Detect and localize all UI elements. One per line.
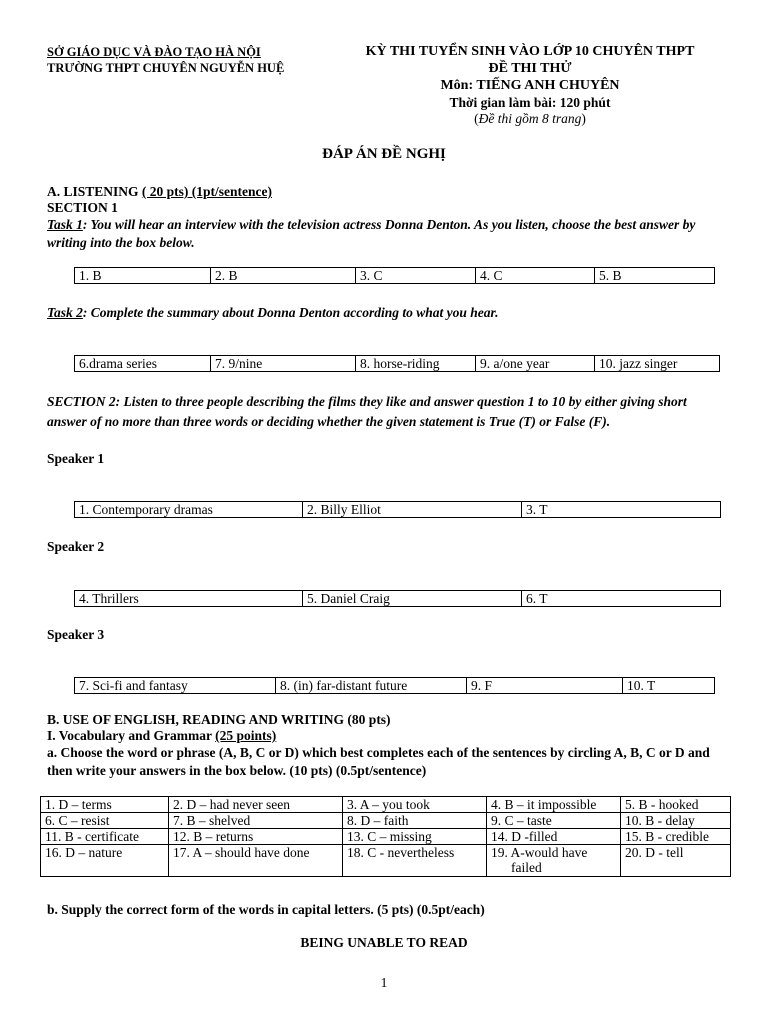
table-row <box>41 813 731 829</box>
table-row <box>75 678 715 694</box>
answer-continuation: failed <box>511 860 542 875</box>
answer-cell <box>487 845 621 877</box>
pages-note: Đề thi gồm 8 trang <box>478 111 582 126</box>
vocab-heading-text: I. Vocabulary and Grammar <box>47 728 216 743</box>
passage-title: BEING UNABLE TO READ <box>300 935 468 950</box>
answer-cell: 7. 9/nine <box>211 356 356 372</box>
answer-cell: 16. D – nature <box>41 845 169 877</box>
answer-cell: 3. A – you took <box>343 797 487 813</box>
exam-pages <box>330 111 730 127</box>
table-row <box>41 845 731 877</box>
task1-text: : You will hear an interview with the television actress Donna Denton. As you listen, choose the best answer by writing into the box below. <box>47 217 696 250</box>
doc-title: ĐÁP ÁN ĐỀ NGHỊ <box>322 146 446 162</box>
exam-time: Thời gian làm bài: 120 phút <box>449 95 611 110</box>
speaker1-answer-table <box>74 501 721 518</box>
answer-cell: 5. B <box>595 268 715 284</box>
speaker2-label: Speaker 2 <box>47 539 105 554</box>
task-a-instructions: a. Choose the word or phrase (A, B, C or D) which best completes each of the sentences by circling A, B, C or D and then write your answers in the box below. (10 pts) (0.5pt/sentence) <box>47 745 710 778</box>
answer-cell: 8. D – faith <box>343 813 487 829</box>
listening-heading-text: A. LISTENING <box>47 184 142 199</box>
answer-cell: 20. D - tell <box>621 845 731 877</box>
answer-cell: 17. A – should have done <box>169 845 343 877</box>
answer-cell: 9. F <box>467 678 623 694</box>
answer-cell: 1. D – terms <box>41 797 169 813</box>
answer-cell: 3. C <box>356 268 476 284</box>
task2-answer-table <box>74 355 720 372</box>
answer-cell: 14. D -filled <box>487 829 621 845</box>
exam-title: KỲ THI TUYỂN SINH VÀO LỚP 10 CHUYÊN THPT <box>365 44 695 59</box>
answer-cell: 7. B – shelved <box>169 813 343 829</box>
answer-cell: 4. Thrillers <box>75 591 303 607</box>
speaker3-answer-table <box>74 677 715 694</box>
vocab-heading <box>47 728 276 744</box>
answer-cell: 6. T <box>522 591 721 607</box>
answer-cell: 10. B - delay <box>621 813 731 829</box>
speaker3-label: Speaker 3 <box>47 627 105 642</box>
table-row <box>41 797 731 813</box>
pages-close: ) <box>581 111 586 126</box>
subject-value: TIẾNG ANH CHUYÊN <box>476 78 620 93</box>
answer-cell: 2. D – had never seen <box>169 797 343 813</box>
answer-cell: 6. C – resist <box>41 813 169 829</box>
speaker1-label: Speaker 1 <box>47 451 105 466</box>
listening-points: ( 20 pts) (1pt/sentence) <box>141 184 273 199</box>
answer-cell: 2. B <box>211 268 356 284</box>
answer-cell: 4. B – it impossible <box>487 797 621 813</box>
answer-cell: 2. Billy Elliot <box>303 502 522 518</box>
listening-heading <box>47 184 272 200</box>
table-row <box>75 356 720 372</box>
answer-cell: 1. B <box>75 268 211 284</box>
part-b-heading: B. USE OF ENGLISH, READING AND WRITING (80 pts) <box>47 712 391 727</box>
table-row <box>75 268 715 284</box>
answer-cell: 15. B - credible <box>621 829 731 845</box>
page-number: 1 <box>380 975 388 990</box>
answer-cell: 7. Sci-fi and fantasy <box>75 678 276 694</box>
table-row <box>75 591 721 607</box>
section1-heading: SECTION 1 <box>47 200 118 215</box>
subject-label: Môn: <box>440 78 477 93</box>
answer-cell: 10. T <box>623 678 715 694</box>
vocab-points: (25 points) <box>215 728 277 743</box>
answer-cell: 12. B – returns <box>169 829 343 845</box>
answer-line: 19. A-would have <box>491 845 588 860</box>
table-row <box>75 502 721 518</box>
answer-cell: 4. C <box>476 268 595 284</box>
answer-cell: 5. B - hooked <box>621 797 731 813</box>
answer-cell: 5. Daniel Craig <box>303 591 522 607</box>
answer-cell: 1. Contemporary dramas <box>75 502 303 518</box>
task2-instructions <box>47 305 498 321</box>
answer-cell: 10. jazz singer <box>595 356 720 372</box>
task2-text: : Complete the summary about Donna Denton according to what you hear. <box>82 305 499 320</box>
answer-cell: 3. T <box>522 502 721 518</box>
task1-label: Task 1 <box>47 217 83 232</box>
answer-cell: 18. C - nevertheless <box>343 845 487 877</box>
answer-cell: 13. C – missing <box>343 829 487 845</box>
grammar-answer-grid <box>40 796 731 877</box>
answer-cell: 9. C – taste <box>487 813 621 829</box>
section2-instructions: SECTION 2: Listen to three people describing the films they like and answer question 1 to 10 by either giving short answer of no more than three words or deciding whether the given statement is True (T) or False (F). <box>47 394 687 429</box>
speaker2-answer-table <box>74 590 721 607</box>
school-name: TRƯỜNG THPT CHUYÊN NGUYỄN HUỆ <box>47 61 285 75</box>
pages-open: ( <box>474 111 479 126</box>
dept-name: SỞ GIÁO DỤC VÀ ĐÀO TẠO HÀ NỘI <box>47 45 261 59</box>
answer-cell: 9. a/one year <box>476 356 595 372</box>
table-row <box>41 829 731 845</box>
task-b-instructions: b. Supply the correct form of the words in capital letters. (5 pts) (0.5pt/each) <box>47 902 485 917</box>
exam-subtitle: ĐỀ THI THỬ <box>488 61 572 76</box>
answer-cell: 8. (in) far-distant future <box>276 678 467 694</box>
task1-instructions <box>47 216 715 252</box>
answer-cell: 11. B - certificate <box>41 829 169 845</box>
exam-subject <box>330 78 730 94</box>
answer-cell: 6.drama series <box>75 356 211 372</box>
task1-answer-table <box>74 267 715 284</box>
answer-cell: 8. horse-riding <box>356 356 476 372</box>
task2-label: Task 2 <box>47 305 83 320</box>
